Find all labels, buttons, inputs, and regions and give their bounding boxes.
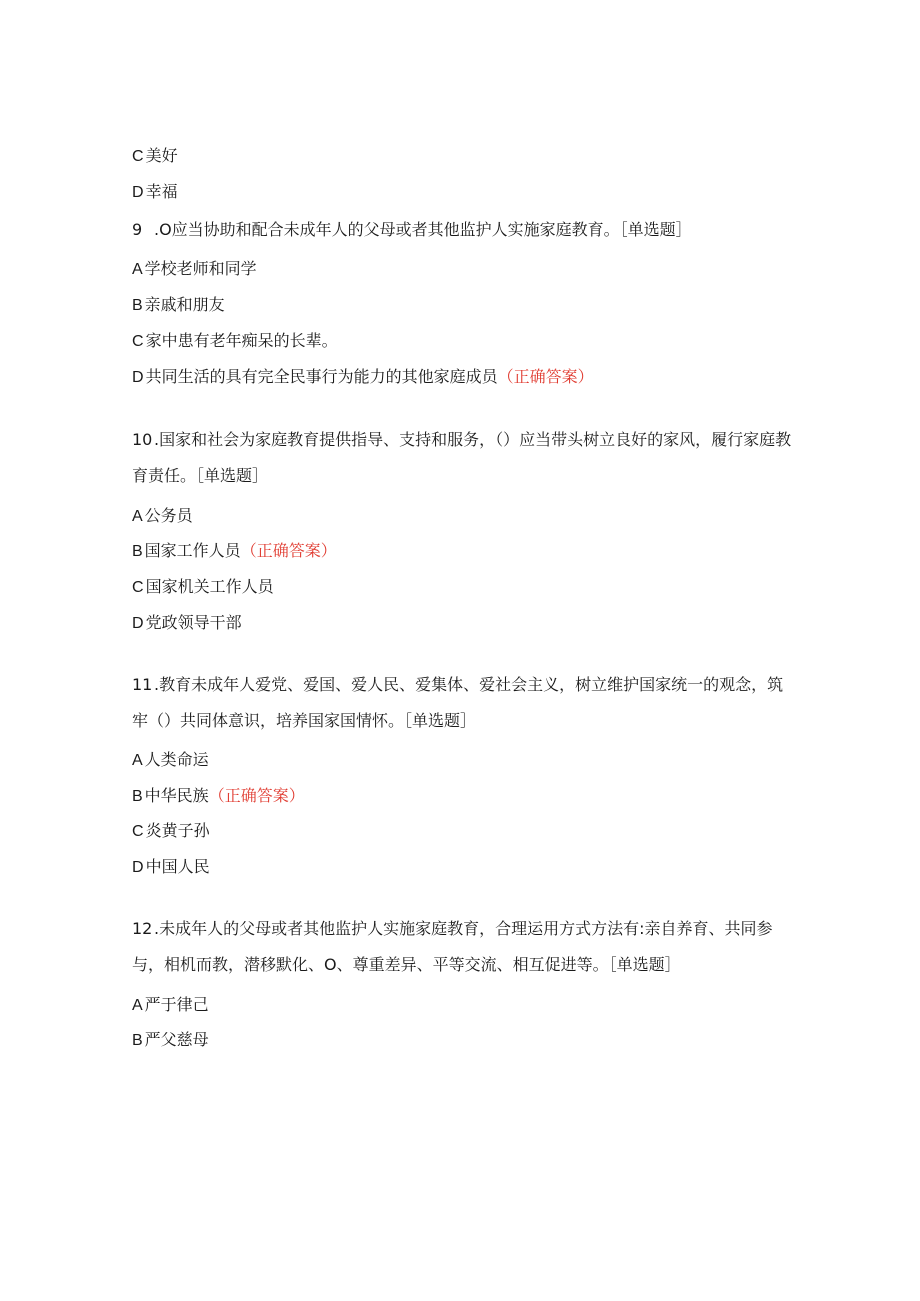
- option-letter: A: [132, 752, 143, 769]
- question-number: 11: [132, 675, 153, 694]
- question-number: 9: [132, 220, 143, 239]
- option-a-q12: [132, 995, 209, 1016]
- option-b-q12: [132, 1030, 209, 1051]
- option-letter: B: [132, 1032, 143, 1049]
- option-b-q11: [132, 786, 305, 807]
- question-number: 12: [132, 919, 153, 938]
- option-d-q9: [132, 367, 594, 388]
- option-text: 家中患有老年痴呆的长辈。: [145, 331, 338, 350]
- option-letter: C: [132, 579, 144, 596]
- option-letter: B: [132, 788, 143, 805]
- option-text: 中华民族: [144, 786, 209, 805]
- question-text: .国家和社会为家庭教育提供指导、支持和服务，（）应当带头树立良好的家风，履行家庭教育责任。［单选题］: [132, 430, 792, 485]
- question-text: .教育未成年人爱党、爱国、爱人民、爱集体、爱社会主义，树立维护国家统一的观念，筑牢（）共同体意识，培养国家国情怀。［单选题］: [132, 675, 784, 730]
- question-text: .O应当协助和配合未成年人的父母或者其他监护人实施家庭教育。［单选题］: [154, 220, 692, 239]
- option-letter: A: [132, 508, 143, 525]
- option-letter: C: [132, 148, 144, 165]
- correct-answer-mark: （正确答案）: [497, 367, 594, 386]
- option-letter: D: [132, 859, 144, 876]
- option-letter: D: [132, 615, 144, 632]
- option-d-q10: [132, 613, 242, 634]
- option-text: 国家工作人员: [144, 541, 241, 560]
- option-text: 共同生活的具有完全民事行为能力的其他家庭成员: [145, 367, 498, 386]
- option-text: 人类命运: [144, 750, 209, 769]
- option-letter: B: [132, 297, 143, 314]
- option-b-q9: [132, 295, 225, 316]
- option-text: 幸福: [145, 182, 178, 201]
- option-text: 学校老师和同学: [144, 259, 257, 278]
- option-text: 美好: [145, 146, 178, 165]
- option-c-q8: [132, 146, 178, 167]
- option-a-q9: [132, 259, 257, 280]
- option-text: 亲戚和朋友: [144, 295, 225, 314]
- correct-answer-mark: （正确答案）: [240, 541, 337, 560]
- option-text: 党政领导干部: [145, 613, 242, 632]
- option-text: 炎黄子孙: [145, 821, 210, 840]
- option-a-q11: [132, 750, 209, 771]
- question-11: [132, 667, 792, 739]
- correct-answer-mark: （正确答案）: [208, 786, 305, 805]
- option-text: 公务员: [144, 506, 193, 525]
- option-text: 国家机关工作人员: [145, 577, 274, 596]
- option-text: 严于律己: [144, 995, 209, 1014]
- question-number: 10: [132, 430, 153, 449]
- option-c-q11: [132, 821, 210, 842]
- option-d-q8: [132, 182, 178, 203]
- option-c-q10: [132, 577, 274, 598]
- option-letter: C: [132, 333, 144, 350]
- question-text: .未成年人的父母或者其他监护人实施家庭教育，合理运用方式方法有:亲自养育、共同参与，相机而教，潜移默化、O、尊重差异、平等交流、相互促进等。［单选题］: [132, 919, 773, 974]
- option-d-q11: [132, 857, 210, 878]
- question-9: [132, 212, 792, 248]
- option-b-q10: [132, 541, 337, 562]
- option-letter: C: [132, 823, 144, 840]
- option-letter: D: [132, 184, 144, 201]
- option-letter: A: [132, 997, 143, 1014]
- option-letter: B: [132, 543, 143, 560]
- option-text: 中国人民: [145, 857, 210, 876]
- question-10: [132, 422, 792, 494]
- option-c-q9: [132, 331, 338, 352]
- option-a-q10: [132, 506, 193, 527]
- option-letter: D: [132, 369, 144, 386]
- option-text: 严父慈母: [144, 1030, 209, 1049]
- question-12: [132, 911, 792, 983]
- option-letter: A: [132, 261, 143, 278]
